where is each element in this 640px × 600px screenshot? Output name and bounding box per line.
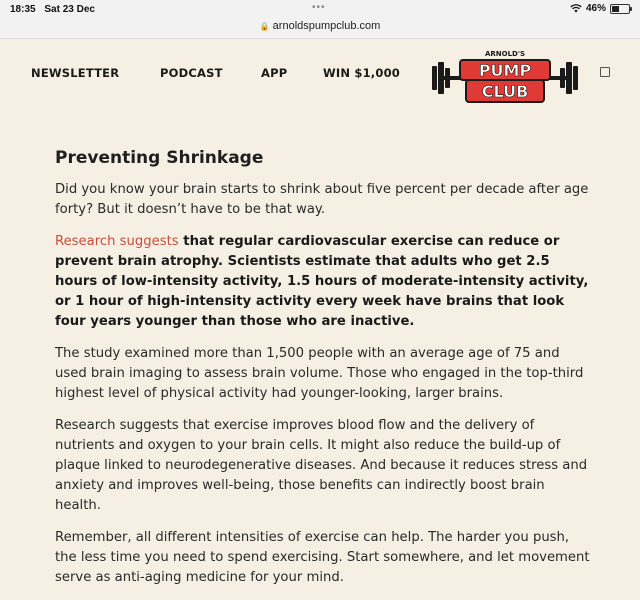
menu-icon[interactable] (600, 67, 610, 77)
logo-club-text: CLUB (481, 82, 529, 101)
nav-win[interactable]: WIN $1,000 (323, 66, 400, 80)
paragraph-research-bold: that regular cardiovascular exercise can reduce or prevent brain atrophy. Scientists estimate that adults who get 2.5 hours of low-intensity activity, 1.5 hours of moderate-intensity activity, or 1 hour of high-intensity activity every week have brains that look four years younger than those who are inactive. (55, 234, 589, 329)
paragraph-research (55, 232, 590, 332)
article-body (55, 148, 590, 600)
paragraph-intro: Did you know your brain starts to shrink about five percent per decade after age forty? But it doesn’t have to be that way. (55, 182, 589, 217)
logo-pump-text: PUMP (478, 61, 532, 80)
research-link[interactable]: Research suggests (55, 234, 179, 249)
status-time: 18:35 (10, 4, 36, 15)
paragraph-blood-flow: Research suggests that exercise improves blood flow and the delivery of nutrients and oxygen to your brain cells. It might also reduce the build-up of plaque linked to neurodegenerative diseases. And because it reduces stress and anxiety and improves well-being, those benefits can indirectly boost brain health. (55, 418, 588, 513)
status-date: Sat 23 Dec (44, 4, 95, 15)
pump-club-logo[interactable] (430, 46, 580, 108)
site-nav (0, 38, 640, 120)
nav-app[interactable]: APP (261, 66, 288, 80)
section-title: Preventing Shrinkage (55, 148, 264, 168)
status-time-date (10, 4, 101, 15)
battery-percent: 46% (585, 3, 606, 14)
nav-podcast[interactable]: PODCAST (160, 66, 223, 80)
nav-newsletter[interactable]: NEWSLETTER (31, 66, 120, 80)
logo-top-text: ARNOLD'S (484, 50, 526, 58)
wifi-icon (570, 4, 582, 13)
paragraph-remember: Remember, all different intensities of exercise can help. The harder you push, the less time you need to spend exercising. Start somewhere, and let movement serve as anti-aging medicine for your mind. (55, 530, 590, 585)
lock-icon: 🔒 (259, 22, 270, 31)
status-bar (0, 0, 640, 18)
battery-icon (610, 4, 630, 14)
url-text[interactable]: arnoldspumpclub.com (272, 20, 381, 32)
tab-dots-icon[interactable]: ••• (312, 2, 326, 13)
address-bar[interactable] (0, 18, 640, 39)
paragraph-study: The study examined more than 1,500 people with an average age of 75 and used brain imaging to assess brain volume. Those who engaged in the top-third highest level of physical activity had younger-looking, larger brains. (55, 346, 584, 401)
status-right (570, 3, 630, 14)
